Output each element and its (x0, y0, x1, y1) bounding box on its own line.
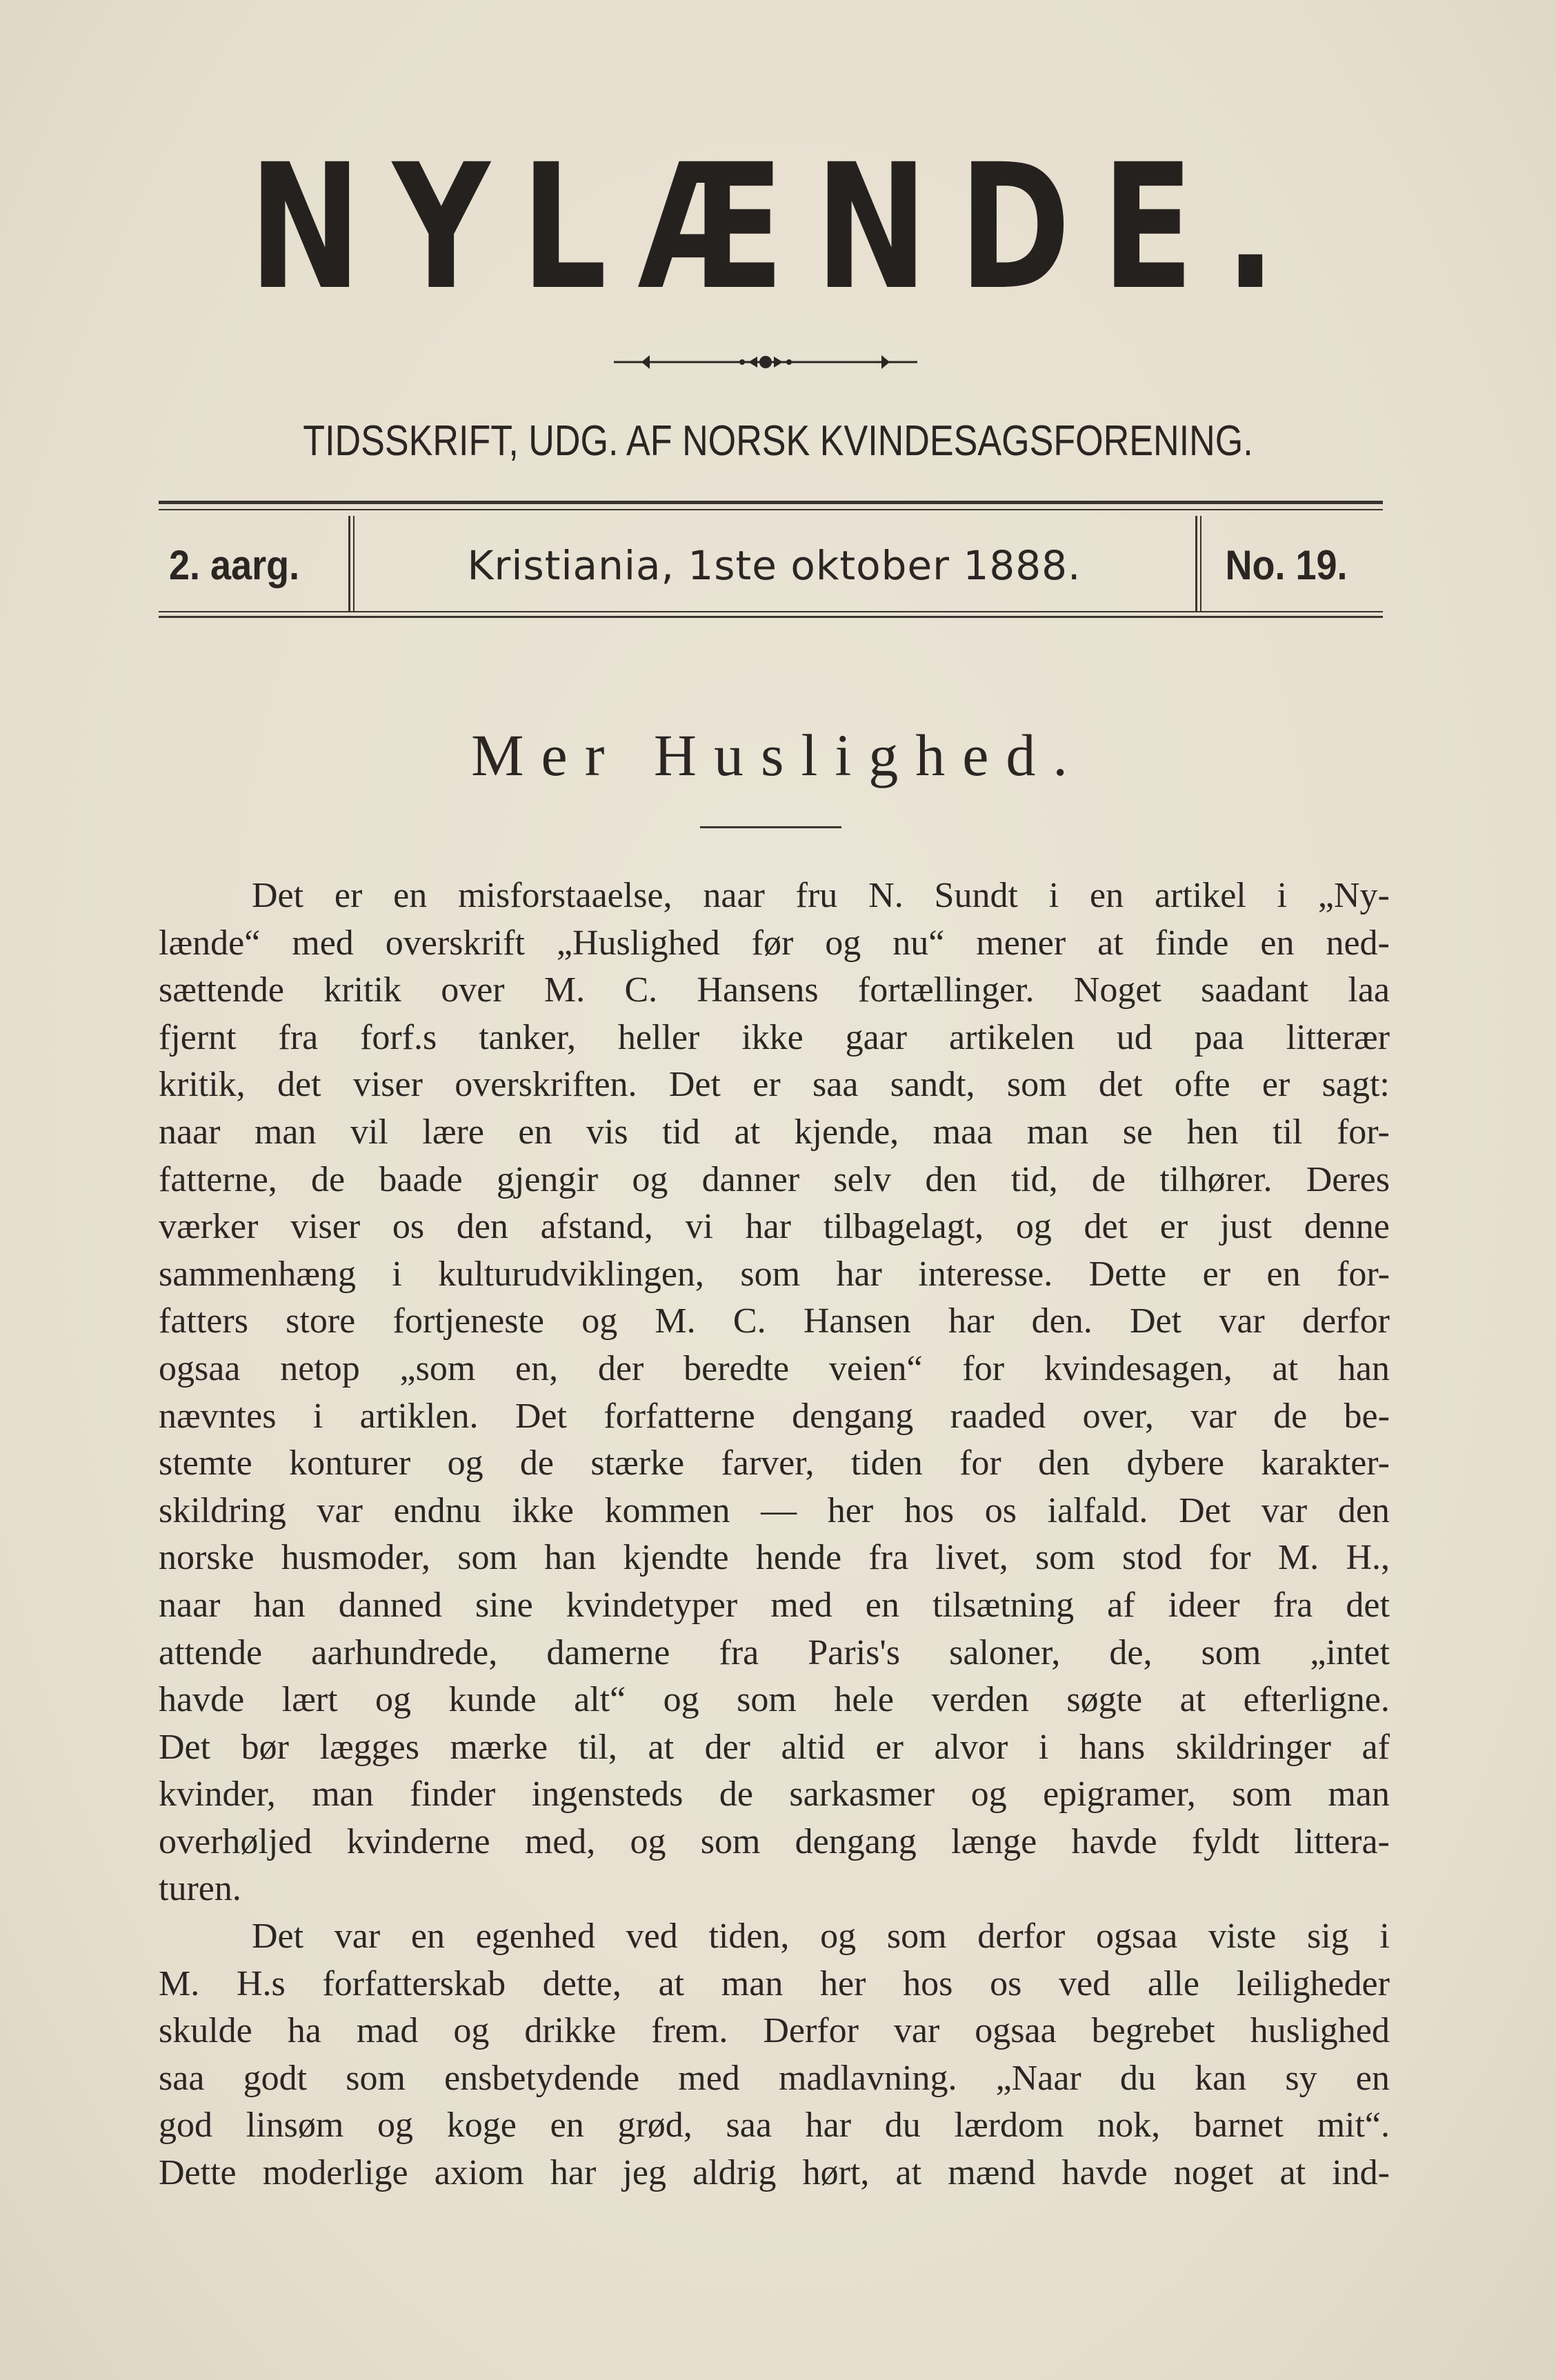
issue-divider-right-inner (1200, 516, 1201, 612)
article-line: Det er en misforstaaelse, naar fru N. Sundt i en artikel i „Ny- (252, 876, 1390, 915)
article-line: naar man vil lære en vis tid at kjende, maa man se hen til for- (159, 1112, 1390, 1152)
article-line: skulde ha mad og drikke frem. Derfor var ogsaa begrebet huslighed (159, 2011, 1390, 2051)
masthead-subtitle: TIDSSKRIFT, UDG. AF NORSK KVINDESAGSFORENING. (303, 417, 1253, 465)
article-line: værker viser os den afstand, vi har tilbagelagt, og det er just denne (159, 1207, 1390, 1247)
article-line: M. H.s forfatterskab dette, at man her hos os ved alle leiligheder (159, 1963, 1390, 2003)
article-line: ogsaa netop „som en, der beredte veien“ for kvindesagen, at han (159, 1348, 1390, 1388)
issue-divider-left (348, 516, 350, 612)
header-rule-top (159, 501, 1383, 504)
article-line: stemte konturer og de stærke farver, tiden for den dybere karakter- (159, 1443, 1390, 1483)
issue-place-date: Kristiania, 1ste oktober 1888. (467, 542, 1081, 589)
article-line: fatters store fortjeneste og M. C. Hansen har den. Det var derfor (159, 1301, 1390, 1341)
ornament-divider-icon (607, 352, 924, 372)
article-line: turen. (159, 1869, 241, 1909)
masthead-title: NYLÆNDE. (248, 127, 1308, 328)
article-line: sammenhæng i kulturudviklingen, som har interesse. Dette er en for- (159, 1254, 1390, 1294)
article-line: skildring var endnu ikke kommen — her hos os ialfald. Det var den (159, 1490, 1390, 1530)
issue-number: No. 19. (1225, 542, 1348, 588)
article-line: god linsøm og koge en grød, saa har du lærdom nok, barnet mit“. (159, 2106, 1390, 2146)
article-line: havde lært og kunde alt“ og som hele verden søgte at efterligne. (159, 1680, 1390, 1720)
article-body (159, 872, 1390, 2197)
article-line: attende aarhundrede, damerne fra Paris's saloner, de, som „intet (159, 1632, 1390, 1672)
article-line: Det bør lægges mærke til, at der altid er alvor i hans skildringer af (159, 1727, 1390, 1767)
article-line: saa godt som ensbetydende med madlavning. „Naar du kan sy en (159, 2058, 1390, 2098)
article-line: fjernt fra forf.s tanker, heller ikke gaar artikelen ud paa litterær (159, 1017, 1390, 1057)
header-rule-bottom-thin (159, 611, 1383, 612)
issue-volume: 2. aarg. (169, 542, 300, 588)
title-underline (700, 826, 841, 828)
article-line: nævntes i artiklen. Det forfatterne dengang raaded over, var de be- (159, 1396, 1390, 1436)
header-rule-bottom (159, 616, 1383, 618)
article-line: Dette moderlige axiom har jeg aldrig hørt, at mænd havde noget at ind- (159, 2153, 1390, 2193)
header-rule-top-thin (159, 509, 1383, 510)
article-line: fatterne, de baade gjengir og danner selv den tid, de tilhører. Deres (159, 1159, 1390, 1199)
article-line: kritik, det viser overskriften. Det er saa sandt, som det ofte er sagt: (159, 1065, 1390, 1105)
article-line: kvinder, man finder ingensteds de sarkasmer og epigramer, som man (159, 1774, 1390, 1814)
article-line: sættende kritik over M. C. Hansens fortællinger. Noget saadant laa (159, 970, 1390, 1010)
article-line: Det var en egenhed ved tiden, og som derfor ogsaa viste sig i (252, 1917, 1390, 1957)
article-line: lænde“ med overskrift „Huslighed før og nu“ mener at finde en ned- (159, 923, 1390, 963)
article-line: overhøljed kvinderne med, og som dengang længe havde fyldt littera- (159, 1821, 1390, 1861)
article-line: norske husmoder, som han kjendte hende fra livet, som stod for M. H., (159, 1538, 1390, 1578)
article-title: Mer Huslighed. (471, 722, 1085, 788)
article-line: naar han danned sine kvindetyper med en tilsætning af ideer fra det (159, 1585, 1390, 1625)
